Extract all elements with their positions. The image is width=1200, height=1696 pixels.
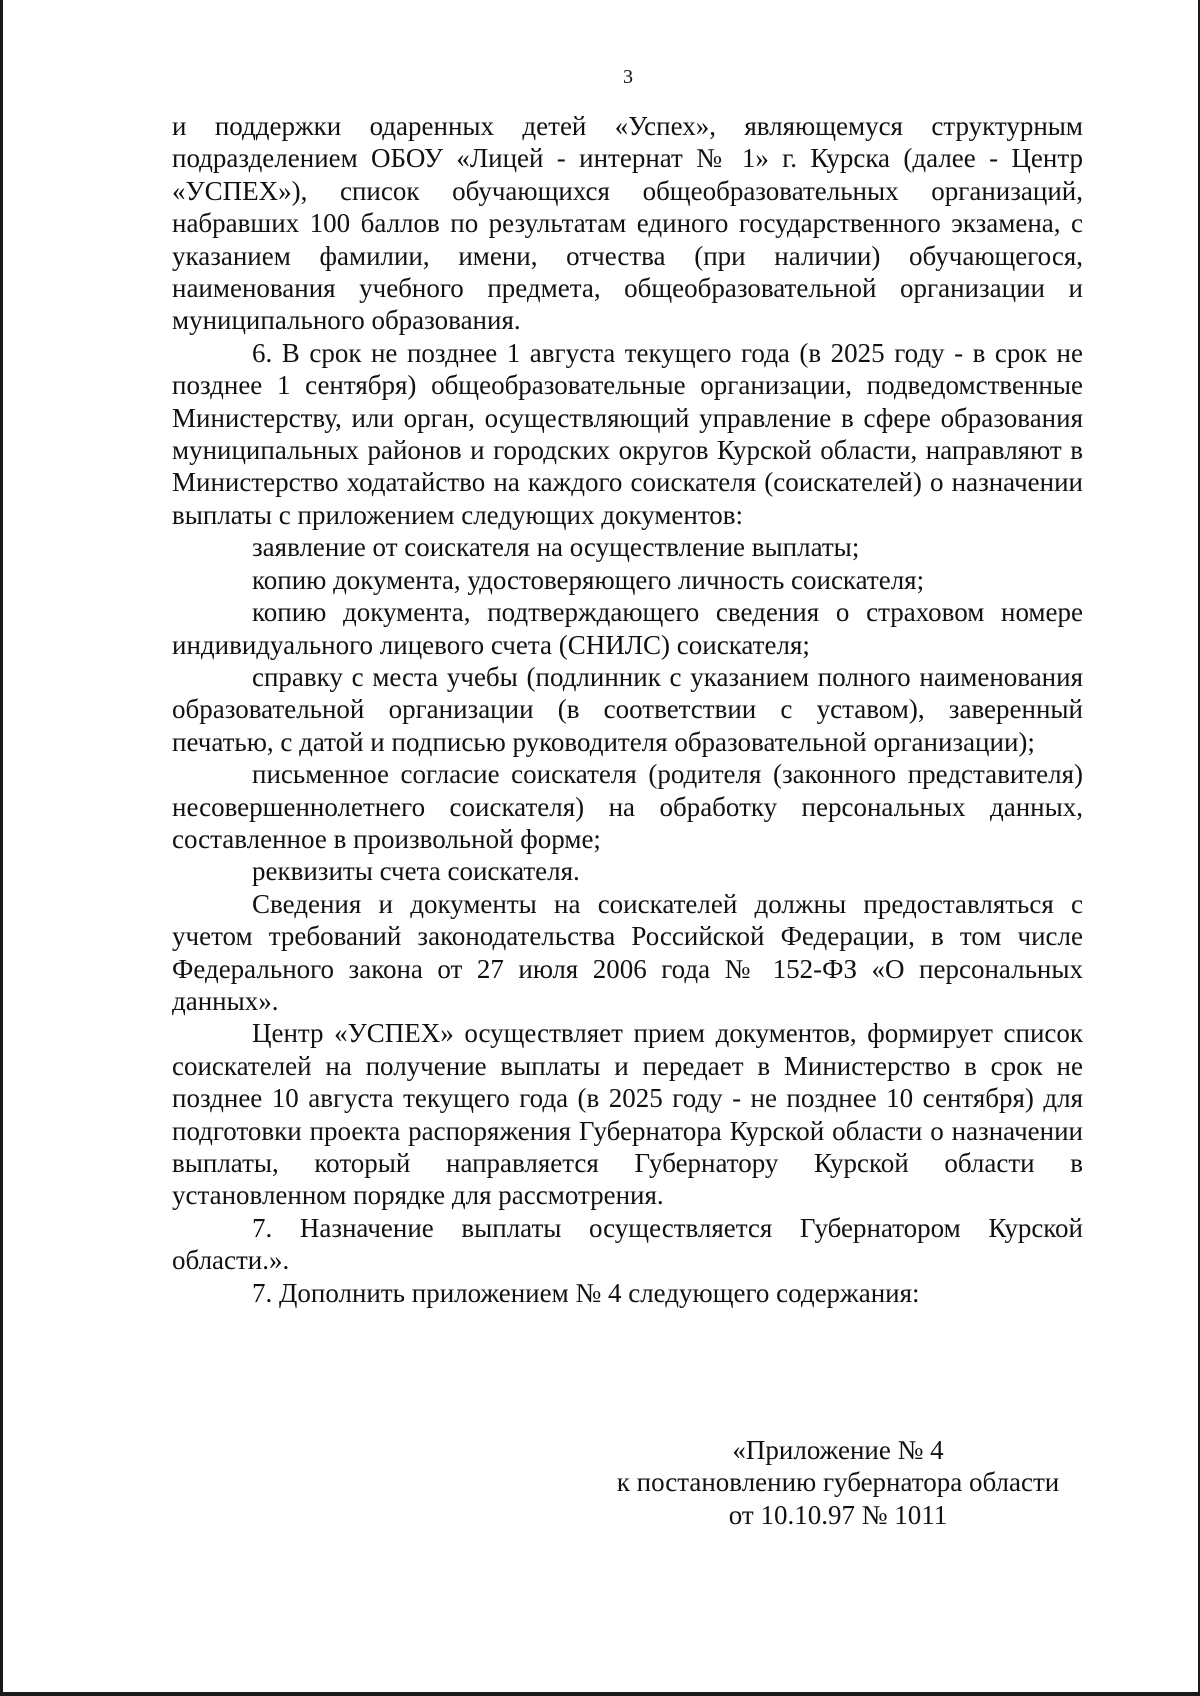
scan-edge-left [0,0,3,1696]
paragraph-continuation: и поддержки одаренных детей «Успех», являющемуся структурным подразделением ОБОУ «Лицей - интернат № 1» г. Курска (далее - Центр «УСПЕХ»), список обучающихся общеобразовательных организаций, набравших 100 баллов по результатам единого государственного экзамена, с указанием фамилии, имени, отчества (при наличии) обучающегося, наименования учебного предмета, общеобразовательной организации и муниципального образования. [172,111,1083,336]
appendix-date-number: от 10.10.97 № 1011 [728,1499,948,1530]
paragraph-item-6: 6. В срок не позднее 1 августа текущего года (в 2025 году - в срок не позднее 1 сентября) общеобразовательные организации, подведомственные Министерству, или орган, осуществляющий управление в сфере образования муниципальных районов и городских округов Курской области, направляют в Министерство ходатайство на каждого соискателя (соискателей) о назначении выплаты с приложением следующих документов: [172,337,1083,530]
paragraph-consent: письменное согласие соискателя (родителя (законного представителя) несовершеннолетнего соискателя) на обработку персональных данных, составленное в произвольной форме; [172,759,1083,854]
page-number: 3 [623,66,633,88]
paragraph-item-7: 7. Назначение выплаты осуществляется Губернатором Курской области.». [172,1212,1083,1276]
paragraph-center-processing: Центр «УСПЕХ» осуществляет прием документов, формирует список соискателей на получение выплаты и передает в Министерство в срок не позднее 10 августа текущего года (в 2025 году - не позднее 10 сентября) для подготовки проекта распоряжения Губернатора Курской области о назначении выплаты, который направляется Губернатору Курской области в установленном порядке для рассмотрения. [172,1018,1083,1211]
scan-edge-bottom [0,1692,1200,1696]
paragraph-identity-copy: копию документа, удостоверяющего личность соискателя; [252,564,925,595]
paragraph-application: заявление от соискателя на осуществление выплаты; [252,532,860,563]
appendix-reference: к постановлению губернатора области [616,1467,1060,1498]
paragraph-amendment-7: 7. Дополнить приложением № 4 следующего содержания: [252,1277,920,1308]
appendix-header [590,1434,1086,1531]
appendix-title: «Приложение № 4 [732,1435,944,1465]
document-body [172,110,1083,1309]
paragraph-data-requirements: Сведения и документы на соискателей должны предоставляться с учетом требований законодательства Российской Федерации, в том числе Федерального закона от 27 июля 2006 года № 152-ФЗ «О персональных данных». [172,888,1083,1016]
paragraph-snils-copy: копию документа, подтверждающего сведения о страховом номере индивидуального лицевого счета (СНИЛС) соискателя; [172,597,1083,660]
paragraph-study-certificate: справку с места учебы (подлинник с указанием полного наименования образовательной организации (в соответствии с уставом), заверенный печатью, с датой и подписью руководителя образовательной организации); [172,661,1083,757]
paragraph-account-details: реквизиты счета соискателя. [252,856,580,887]
